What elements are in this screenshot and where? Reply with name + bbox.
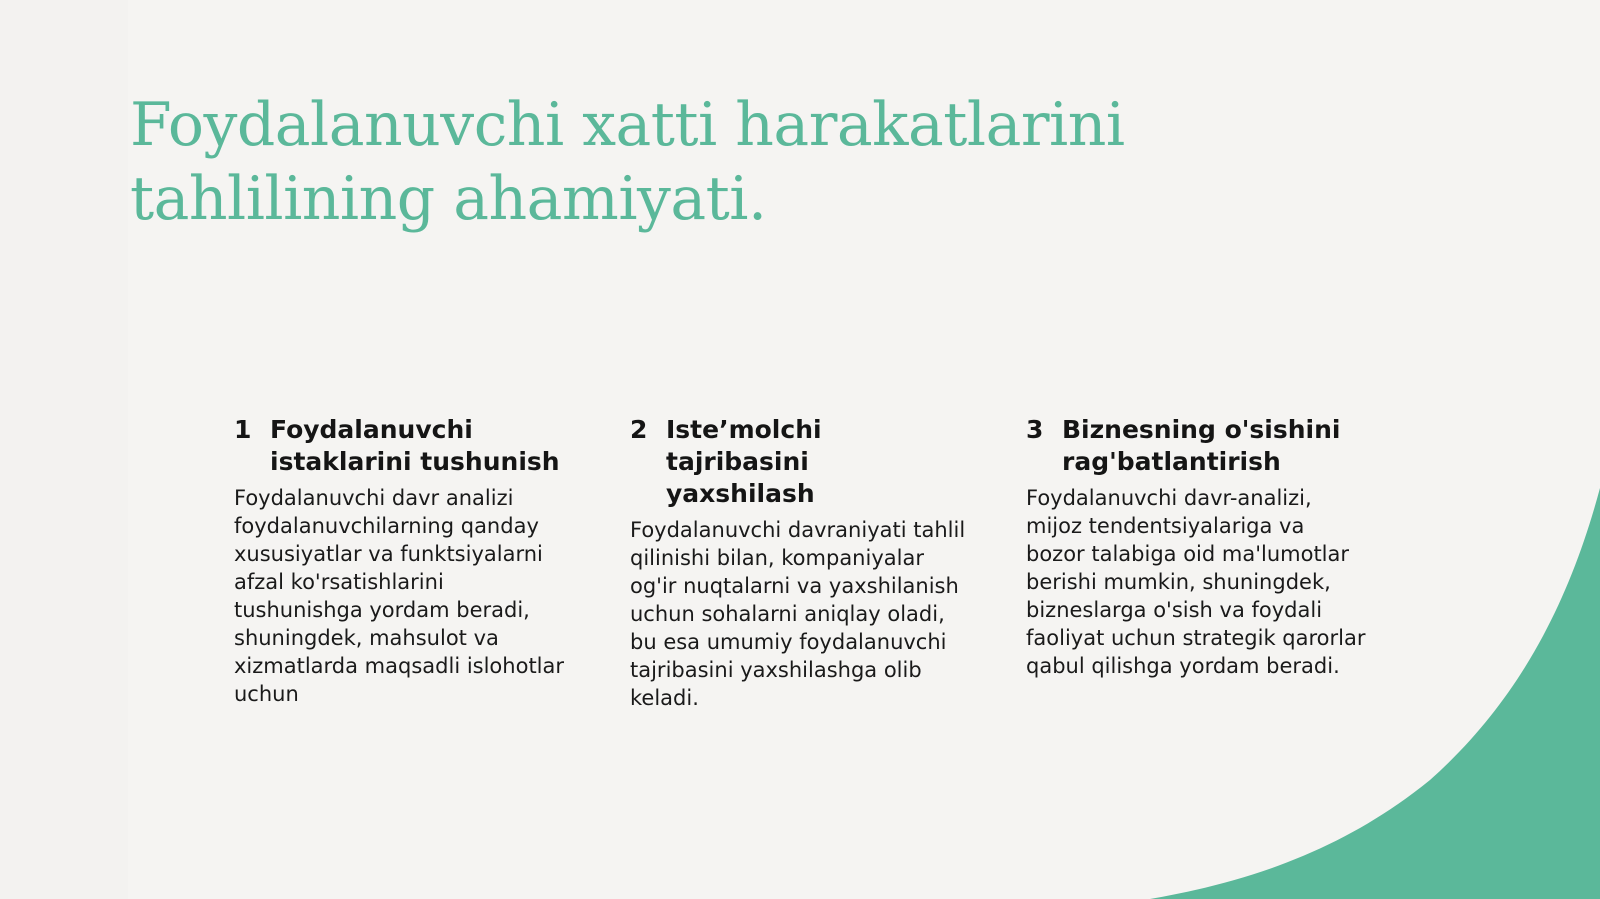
feature-title-line-2: rag'batlantirish xyxy=(1062,447,1281,476)
feature-heading xyxy=(630,414,970,510)
feature-columns xyxy=(234,414,1414,714)
feature-number: 2 xyxy=(630,415,648,444)
slide-title-line-1: Foydalanuvchi xatti harakatlarini xyxy=(130,90,1125,160)
feature-title xyxy=(1062,414,1340,478)
feature-item-3 xyxy=(1026,414,1366,680)
feature-description: Foydalanuvchi davraniyati tahlil qilinishi bilan, kompaniyalar og'ir nuqtalarni va yaxshilanish uchun sohalarni aniqlay oladi, bu esa umumiy foydalanuvchi tajribasini yaxshilashga olib keladi. xyxy=(630,518,966,710)
feature-description: Foydalanuvchi davr-analizi, mijoz tendentsiyalariga va bozor talabiga oid ma'lumotlar berishi mumkin, shuningdek, bizneslarga o'sish va foydali faoliyat uchun strategik qarorlar qabul qilishga yordam beradi. xyxy=(1026,486,1366,678)
feature-item-1 xyxy=(234,414,574,708)
feature-title-line-1: Biznesning o'sishini xyxy=(1062,415,1341,444)
feature-item-2 xyxy=(630,414,970,712)
feature-title xyxy=(270,414,560,478)
feature-heading xyxy=(234,414,574,478)
feature-title-line-1: Iste’molchi tajribasini xyxy=(666,415,822,476)
feature-description: Foydalanuvchi davr analizi foydalanuvchilarning qanday xususiyatlar va funktsiyalarni afzal ko'rsatishlarini tushunishga yordam beradi, shuningdek, mahsulot va xizmatlarda maqsadli islohotlar uchun xyxy=(234,486,565,706)
feature-heading xyxy=(1026,414,1366,478)
slide-title-line-2: tahlilining ahamiyati. xyxy=(130,164,767,234)
slide-title xyxy=(130,88,1430,236)
feature-title-line-2: istaklarini tushunish xyxy=(270,447,560,476)
feature-title-line-2: yaxshilash xyxy=(666,479,815,508)
feature-number: 1 xyxy=(234,415,252,444)
feature-number: 3 xyxy=(1026,415,1044,444)
feature-title-line-1: Foydalanuvchi xyxy=(270,415,473,444)
feature-title xyxy=(666,414,970,510)
